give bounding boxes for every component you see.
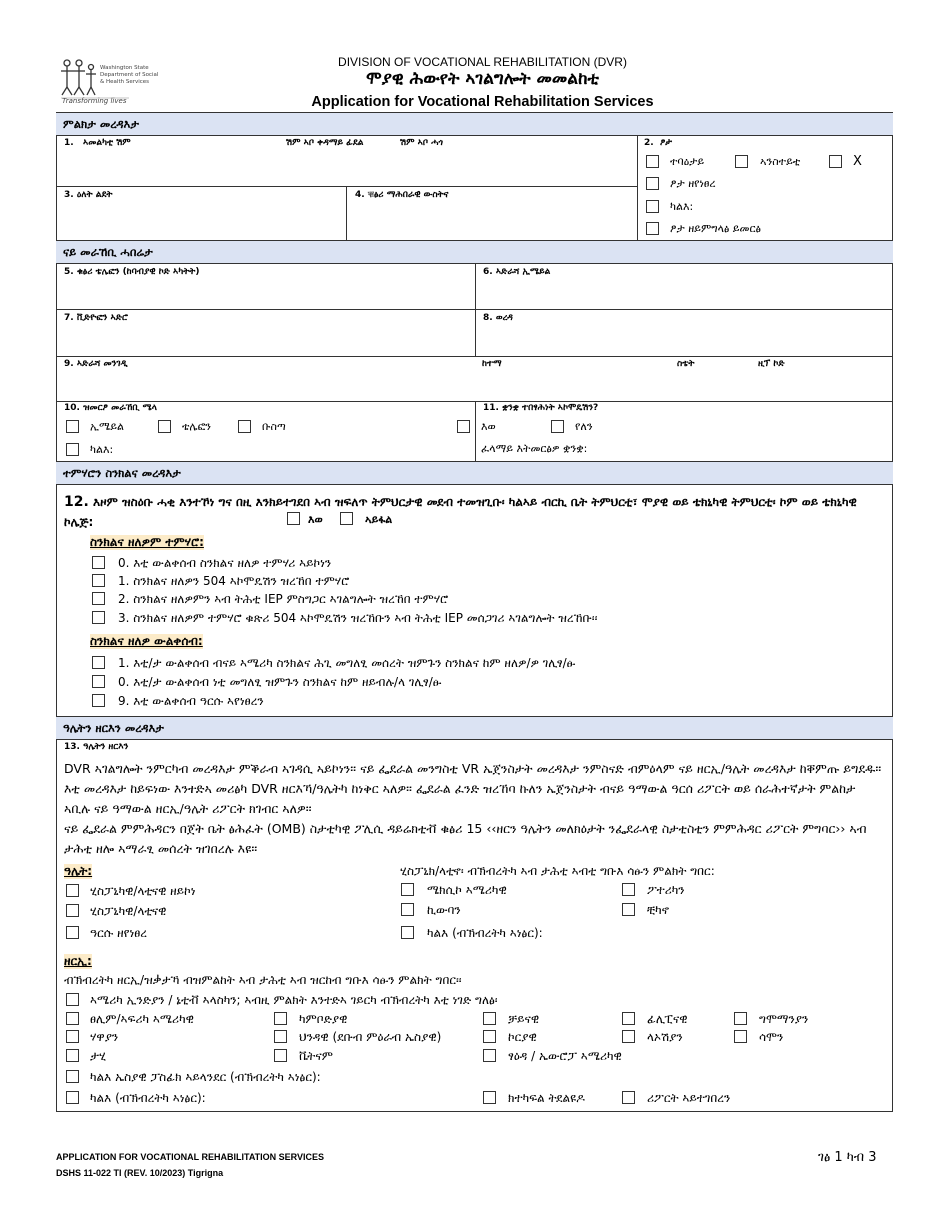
address-input[interactable] [62,373,888,399]
race-other-checkbox[interactable] [66,1091,79,1104]
ssn-label: 4. ቑፅሪ ማሕበራዊ ውስትና [355,190,449,200]
race-hawaiian-checkbox[interactable] [66,1030,79,1043]
education-yes-label: እወ [308,513,323,526]
hispanic-chicano-checkbox[interactable] [622,903,635,916]
hispanic-prompt: ሂስፓኒክ/ላቲኖ፡ ብኽብረትካ ኣብ ታሕቲ ኣብቲ ግቡእ ሳፁን ምልክት ግበር: [400,864,715,878]
race-chinese-label: ቻይናዊ [508,1012,540,1026]
ethnicity-not-reported-checkbox[interactable] [66,926,79,939]
race-thai-checkbox[interactable] [66,1049,79,1062]
county-input[interactable] [481,327,889,353]
omb-paragraph: ናይ ፌደራል ምምሕዳርን በጀት ቤት ፅሕፈት (OMB) ስታቲካዊ ፖሊሲ ዳይሬክቲቭ ቁፅሪ 15 ‹‹ዘርን ዓሌትን መለክዕታት ንፌደራላዊ ስታቲስቲን ምምሕዳር ሪፖርት ምግባር›› ኣብ ታሕቲ ዘሎ ኣማራፂ መሰረት ዝገበረሉ እዩ፡፡ [64,821,867,856]
gender-prefer-not-checkbox[interactable] [646,222,659,235]
race-samoan-checkbox[interactable] [734,1030,747,1043]
state-label: ስቴት [677,359,695,369]
student-option-1-label: 1. ስንክልና ዘለዎን 504 ኣኮሞዴሽን ዝረኸበ ተምሃሮ [118,574,350,588]
race-guamanian-label: ግሞማንያን [759,1012,809,1026]
gender-undeclared-label: ፆታ ዘየነፀረ [670,177,716,190]
student-option-2-label: 2. ስንክልና ዘለዎምን ኣብ ትሕቲ IEP ምስግጋር ኣገልግሎት ዝረኸበ ተምሃሮ [118,592,449,606]
contact-method-label: 10. ዝመርፆ መራኸቢ ሜላ [64,403,157,413]
hispanic-mexican-checkbox[interactable] [401,883,414,896]
method-email-checkbox[interactable] [66,420,79,433]
ssn-input[interactable] [352,204,632,236]
ethnicity-not-reported-label: ዓርሱ ዘየነፀረ [90,926,147,940]
gender-undeclared-checkbox[interactable] [646,177,659,190]
race-samoan-label: ሳሞን [759,1030,784,1044]
method-email-label: ኢሜይል [90,420,124,433]
student-disability-heading: ስንክልና ዘለዎም ተምሃሮ: [90,535,204,549]
language-access-label: 11. ቋንቋ ተበፃሕነት ኣኮሞዴሽን? [483,403,599,413]
race-other-pacific-label: ካልእ ኤስያዊ ፓስፊክ ኣይላንደር (ብኽብረትካ ኣነፅር): [90,1070,321,1084]
field-2-number: 2. [644,138,654,148]
language-no-checkbox[interactable] [551,420,564,433]
education-no-label: ኣይፋል [365,513,393,526]
videophone-input[interactable] [62,327,470,353]
form-title-english: Application for Vocational Rehabilitation Services [311,94,654,110]
question-12 [64,492,864,532]
gender-male-checkbox[interactable] [646,155,659,168]
race-intro-paragraph: DVR ኣገልግሎት ንምርካብ መረዳእታ ምቕራብ ኣገዳሲ ኣይኮነን፡፡ ናይ ፌደራል መንግስቲ VR ኤጀንስታት መረዳእታ ንምስናድ ብምዕላም ናይ ዘርኢ/ዓሌት መረዳእታ ከቐምጡ ይግደዱ፡፡ እቲ መረዳእታ ከይፍነው እንተድኣ መሪፅካ DVR ዘርእኻ/ዓሌትካ ከነቅር ኣለዎ፡፡ ፌደራል ፈንድ ዝረኸባ ኩለን ኤጀንስታት ብናይ ዓማውል ዓርሰ ሪፖርት ወይ ሰራሕተኛታት ምልከታ ኣቢሉ ናይ ዓማውል ዘርኢ/ዓሌት ሪፖርት ክገብር ኣለዎ፡፡ [64,761,882,816]
method-phone-label: ቴሌፎን [182,420,212,433]
birthdate-input[interactable] [62,204,342,236]
q13-label: 13. ዓሌትን ዘርእን [64,742,129,752]
logo-tagline: Transforming lives [62,97,127,105]
race-vietnamese-label: ቬትናም [299,1049,333,1063]
student-option-1-checkbox[interactable] [92,574,105,587]
individual-option-1-checkbox[interactable] [92,656,105,669]
gender-x-label: X [853,154,862,169]
hispanic-other-label: ካልእ (ብኽብረትካ ኣነፅር): [427,926,543,940]
city-label: ከተማ [482,359,502,369]
hispanic-cuban-checkbox[interactable] [401,903,414,916]
student-option-0-checkbox[interactable] [92,556,105,569]
gender-female-label: ኣንስተይቲ [760,155,801,168]
individual-option-0-checkbox[interactable] [92,675,105,688]
phone-input[interactable] [62,281,470,307]
form-title-tigrigna: ሞያዊ ሕውየት ኣገልግሎት መመልከቲ [366,69,599,89]
student-option-2-checkbox[interactable] [92,592,105,605]
page-number: ገፅ 1 ካብ 3 [818,1150,877,1165]
method-phone-checkbox[interactable] [158,420,171,433]
last-name-label: ሽም ኣቦ ሓጎ [400,138,444,148]
race-multiple-checkbox[interactable] [483,1091,496,1104]
race-vietnamese-checkbox[interactable] [274,1049,287,1062]
method-mail-checkbox[interactable] [238,420,251,433]
race-korean-label: ኮርያዊ [508,1030,537,1044]
language-yes-checkbox[interactable] [457,420,470,433]
race-guamanian-checkbox[interactable] [734,1012,747,1025]
gender-x-checkbox[interactable] [829,155,842,168]
race-hawaiian-label: ሃዋያን [90,1030,119,1044]
footer-form-number: DSHS 11-022 TI (REV. 10/2023) Tigrigna [56,1168,224,1178]
logo-org-text: Washington State Department of Social & Health Services [100,65,159,85]
method-mail-label: ቡስጣ [262,420,286,433]
gender-other-label: ካልእ: [670,200,694,213]
q12-number: 12. [64,494,89,510]
race-cambodian-label: ካምቦድያዊ [299,1012,348,1026]
race-other-label: ካልእ (ብኽብረትካ ኣነፅር): [90,1091,206,1105]
education-yes-checkbox[interactable] [287,512,300,525]
q12-text: እዞም ዝስዕቡ ሓቂ እንተኾነ ግና በዚ እንክይተገደበ ኣብ ዝፍለጥ ትምህርታዊ መደብ ተመዝጊቡ፡ ካልኣይ ብርኪ ቤት ትምህርቲ፣ ሞያዊ ወይ ቴክኒካዊ ትምህርቲ፡ ኮም ወይ ቴክኒካዊ ኮሌጅ: [64,495,857,529]
race-asian-indian-label: ህንዳዊ (ደቡብ ምዕራብ ኤስያዊ) [299,1030,442,1044]
birthdate-label: 3. ዕለት ልደት [64,190,113,200]
preferred-language-label: ፈላማይ እትመርፅዎ ቋንቋ: [481,442,588,455]
email-label: 6. ኣድራሻ ኢሜይል [483,267,551,277]
hispanic-other-checkbox[interactable] [401,926,414,939]
zip-label: ዚፕ ኮድ [758,359,785,369]
field-1-number: 1. [64,138,74,148]
hispanic-puertorican-checkbox[interactable] [622,883,635,896]
gender-prefer-not-label: ፆታ ዘይምግላፅ ይመርፅ [670,222,761,235]
race-white-label: ፃዕዳ / ኤውሮፓ ኣሜሪካዊ [508,1049,622,1063]
email-input[interactable] [481,281,889,307]
method-other-checkbox[interactable] [66,443,79,456]
section-header-contact: ናይ መራኸቢ ሓበሬታ [56,240,893,264]
race-asian-indian-checkbox[interactable] [274,1030,287,1043]
race-korean-checkbox[interactable] [483,1030,496,1043]
race-laotian-checkbox[interactable] [622,1030,635,1043]
race-not-reported-checkbox[interactable] [622,1091,635,1104]
county-label: 8. ወረዳ [483,313,513,323]
hispanic-cuban-label: ኪውባን [427,903,461,917]
section-header-education: ተምሃሮን ስንክልና መረዳእታ [56,461,893,485]
race-multiple-label: ክተካፍል ትደልዩዶ [508,1091,585,1105]
race-not-reported-label: ሪፖርት ኣይተገበረን [647,1091,731,1105]
phone-label: 5. ቁፅሪ ቴሌፎን (ከባብያዊ ኮድ ኣካትት) [64,267,200,277]
hispanic-mexican-label: ሜክሲኮ ኣሜሪካዊ [427,883,507,897]
race-heading: ዘርኢ: [64,954,92,968]
race-black-checkbox[interactable] [66,1012,79,1025]
individual-disability-heading: ስንክልና ዘለዎ ውልቀሰብ: [90,634,203,648]
race-black-label: ፀሊም/ኣፍሪካ ኣሜሪካዊ [90,1012,194,1026]
section-header-applicant: ምልክታ መረዳእታ [56,112,893,136]
race-white-checkbox[interactable] [483,1049,496,1062]
ethnicity-not-hispanic-checkbox[interactable] [66,884,79,897]
ethnicity-heading: ዓሌት: [64,864,93,878]
applicant-name-label: ኣመልካቲ ሽም [83,138,131,148]
race-other-pacific-checkbox[interactable] [66,1070,79,1083]
student-option-3-label: 3. ስንክልና ዘለዎም ተምሃሮ ቁጽሪ 504 ኣኮሞዴሽን ዝረኸቡን ኣብ ትሕቲ IEP መሰጋገሪ ኣገልግሎት ዝረኸቡ፡፡ [118,611,598,625]
division-title: DIVISION OF VOCATIONAL REHABILITATION (DVR) [338,55,627,69]
method-other-label: ካልእ: [90,443,114,456]
race-thai-label: ታሂ [90,1049,106,1063]
race-cambodian-checkbox[interactable] [274,1012,287,1025]
gender-male-label: ተባዕታይ [670,155,705,168]
applicant-name-input[interactable] [62,152,632,184]
videophone-label: 7. ቪድዮፎን ኣድሮ [64,313,128,323]
middle-initial-label: ሽም ኣቦ ቀዳማይ ፊደል [286,138,364,148]
hispanic-puertorican-label: ፖተሪካን [647,883,685,897]
student-option-3-checkbox[interactable] [92,611,105,624]
hispanic-chicano-label: ቺካኖ [647,903,670,917]
ethnicity-not-hispanic-label: ሂስፓኒካዊ/ላቲናዊ ዘይኮነ [90,884,196,898]
education-no-checkbox[interactable] [340,512,353,525]
race-laotian-label: ላኦሽያን [647,1030,683,1044]
student-option-0-label: 0. እቲ ውልቀሰብ ስንክልና ዘለዎ ተምሃሪ ኣይኮነን [118,556,332,570]
section-header-race: ዓሌትን ዘርእን መረዳእታ [56,716,893,740]
gender-label: ፆታ [660,138,673,148]
footer-form-title: APPLICATION FOR VOCATIONAL REHABILITATION SERVICES [56,1152,325,1162]
individual-option-1-label: 1. እቲ/ታ ውልቀሰብ ብናይ ኣሜሪካ ስንክልና ሕጊ መግለፂ መሰረት ዝምጉን ስንክልና ከም ዘለዎ/ዎ ገሊፃ/ፁ [118,656,576,670]
language-no-label: የለን [575,420,593,433]
individual-option-9-checkbox[interactable] [92,694,105,707]
race-filipino-label: ፊሊፒናዊ [647,1012,688,1026]
race-chinese-checkbox[interactable] [483,1012,496,1025]
race-prompt: ብኽብረትካ ዘርኢ/ዝቃታኻ ብዝምልከት ኣብ ታሕቲ ኣብ ዝርከብ ግቡእ ሳፁን ምልክት ግበር፡፡ [64,973,462,987]
ethnicity-hispanic-checkbox[interactable] [66,904,79,917]
gender-other-checkbox[interactable] [646,200,659,213]
street-address-label: 9. ኣድራሻ መንገዲ [64,359,128,369]
gender-female-checkbox[interactable] [735,155,748,168]
language-yes-label: እወ [481,420,496,433]
individual-option-0-label: 0. እቲ/ታ ውልቀሰብ ነቲ መግለፂ ዝምጉን ስንክልና ከም ዘይብሉ/ላ ገሊፃ/ፁ [118,675,442,689]
individual-option-9-label: 9. እቲ ውልቀሰብ ዓርሱ ኣየነፀረን [118,694,264,708]
ethnicity-hispanic-label: ሂስፓኒካዊ/ላቲናዊ [90,904,167,918]
race-filipino-checkbox[interactable] [622,1012,635,1025]
race-native-american-label: ኣሜሪካ ኢንድያን / ኔቲቭ ኣላስካን; ኣብዚ ምልክት እንተድኣ ገይርካ ብኽብረትካ እቲ ነገድ ግለፅ፡ [90,993,498,1007]
race-native-american-checkbox[interactable] [66,993,79,1006]
